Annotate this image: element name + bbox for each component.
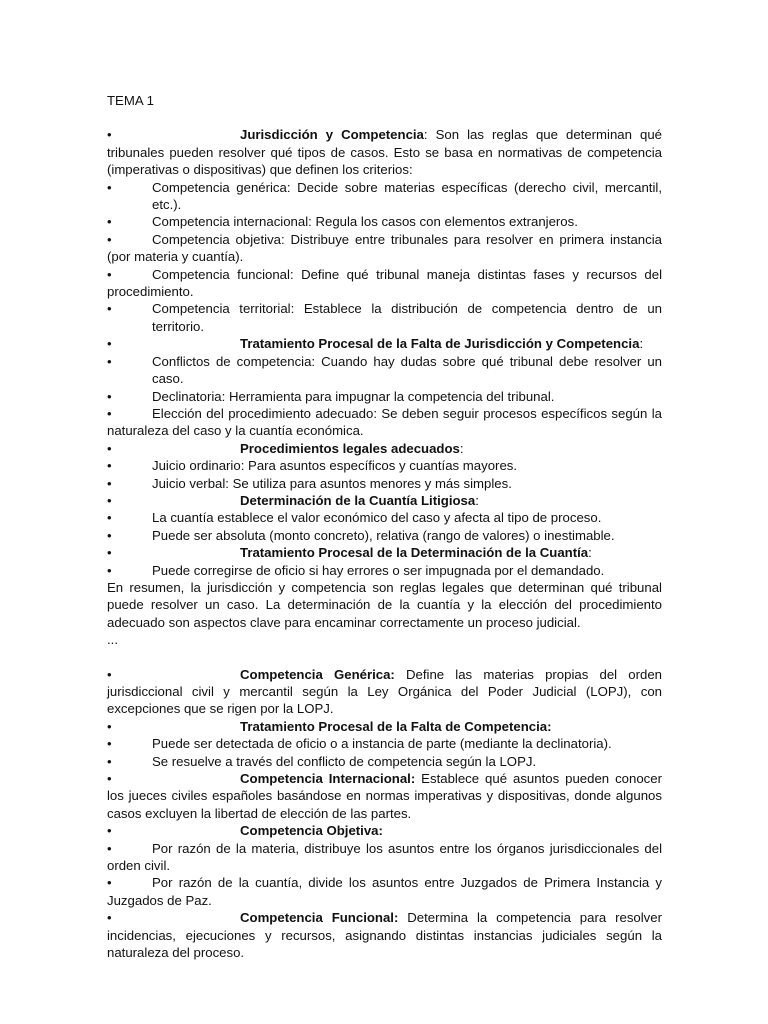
section-heading: Tratamiento Procesal de la Falta de Jurisdicción y Competencia: [240, 336, 640, 352]
section-heading: Competencia Funcional:: [240, 910, 399, 926]
list-item: • Competencia genérica: Decide sobre materias específicas (derecho civil, mercantil, etc.).: [107, 179, 662, 213]
list-item: • Competencia funcional: Define qué tribunal maneja distintas fases y recursos del procedimiento.: [107, 266, 662, 300]
section-internacional: • Competencia Internacional: Establece qué asuntos pueden conocer los jueces civiles españoles basándose en normas imperativas y dispositivas, donde algunos casos excluyen la libertad de elección de las partes.: [107, 771, 662, 821]
list-item: • Por razón de la materia, distribuye los asuntos entre los órganos jurisdiccionales del orden civil.: [107, 840, 662, 874]
list-item: • Juicio ordinario: Para asuntos específicos y cuantías mayores.: [107, 458, 518, 474]
list-item: • Declinatoria: Herramienta para impugnar la competencia del tribunal.: [107, 388, 555, 404]
list-item: • Por razón de la cuantía, divide los asuntos entre Juzgados de Primera Instancia y Juzgados de Paz.: [107, 875, 662, 908]
list-item: • Conflictos de competencia: Cuando hay dudas sobre qué tribunal debe resolver un caso.: [107, 353, 662, 387]
section-heading: Competencia Internacional:: [240, 771, 416, 787]
section-procedimientos: • Procedimientos legales adecuados:: [107, 440, 464, 456]
list-item: • Juicio verbal: Se utiliza para asuntos menores y más simples.: [107, 475, 512, 491]
list-item: • Se resuelve a través del conflicto de competencia según la LOPJ.: [107, 753, 537, 769]
list-item: • Elección del procedimiento adecuado: Se deben seguir procesos específicos según la naturaleza del caso y la cuantía económica.: [107, 405, 662, 439]
bullet: •: [107, 127, 112, 143]
section-heading: Competencia Genérica:: [240, 666, 395, 682]
section-text: : Son las reglas que determinan qué tribunales pueden resolver qué tipos de casos. Esto se basa en normativas de competencia (imperativas o dispositivas) que definen los criterios:: [107, 127, 663, 178]
section-heading: Tratamiento Procesal de la Determinación de la Cuantía: [240, 545, 589, 561]
section-cuantia: • Determinación de la Cuantía Litigiosa:: [107, 492, 479, 508]
list-item: • Competencia internacional: Regula los casos con elementos extranjeros.: [107, 214, 578, 230]
section-heading: Competencia Objetiva:: [240, 823, 383, 839]
section-falta-competencia: • Tratamiento Procesal de la Falta de Competencia:: [107, 718, 552, 734]
section-falta-jurisdiccion: • Tratamiento Procesal de la Falta de Jurisdicción y Competencia:: [107, 336, 644, 352]
section-jurisdiccion: [107, 126, 662, 178]
section-generica: • Competencia Genérica: Define las materias propias del orden jurisdiccional civil y mercantil según la Ley Orgánica del Poder Judicial (LOPJ), con excepciones que se rigen por la LOPJ.: [107, 666, 663, 717]
list-item: • Competencia territorial: Establece la distribución de competencia dentro de un territorio.: [107, 301, 662, 334]
section-tratamiento-cuantia: • Tratamiento Procesal de la Determinación de la Cuantía:: [107, 545, 592, 561]
section-heading: Procedimientos legales adecuados: [240, 440, 460, 456]
list-item: • Puede ser absoluta (monto concreto), relativa (rango de valores) o inestimable.: [107, 527, 615, 543]
summary-paragraph: En resumen, la jurisdicción y competencia son reglas legales que determinan qué tribunal puede resolver un caso. La determinación de la cuantía y la elección del procedimiento adecuado son aspectos clave para encaminar correctamente un proceso judicial.: [107, 579, 662, 630]
section-objetiva: • Competencia Objetiva:: [107, 823, 383, 839]
list-item: • Competencia objetiva: Distribuye entre tribunales para resolver en primera instancia (por materia y cuantía).: [107, 231, 662, 265]
list-item: • La cuantía establece el valor económico del caso y afecta al tipo de proceso.: [107, 510, 602, 526]
list-item: • Puede corregirse de oficio si hay errores o ser impugnada por el demandado.: [107, 562, 605, 578]
section-funcional: • Competencia Funcional: Determina la competencia para resolver incidencias, ejecuciones y recursos, asignando distintas instancias judiciales según la naturaleza del proceso.: [107, 910, 662, 961]
section-heading: Jurisdicción y Competencia: [240, 127, 424, 143]
section-heading: Tratamiento Procesal de la Falta de Competencia:: [240, 718, 552, 734]
section-heading: Determinación de la Cuantía Litigiosa: [240, 492, 476, 508]
page-title: TEMA 1: [107, 93, 154, 108]
ellipsis: ...: [107, 632, 118, 648]
list-item: • Puede ser detectada de oficio o a instancia de parte (mediante la declinatoria).: [107, 736, 612, 752]
spacer: [107, 649, 662, 666]
